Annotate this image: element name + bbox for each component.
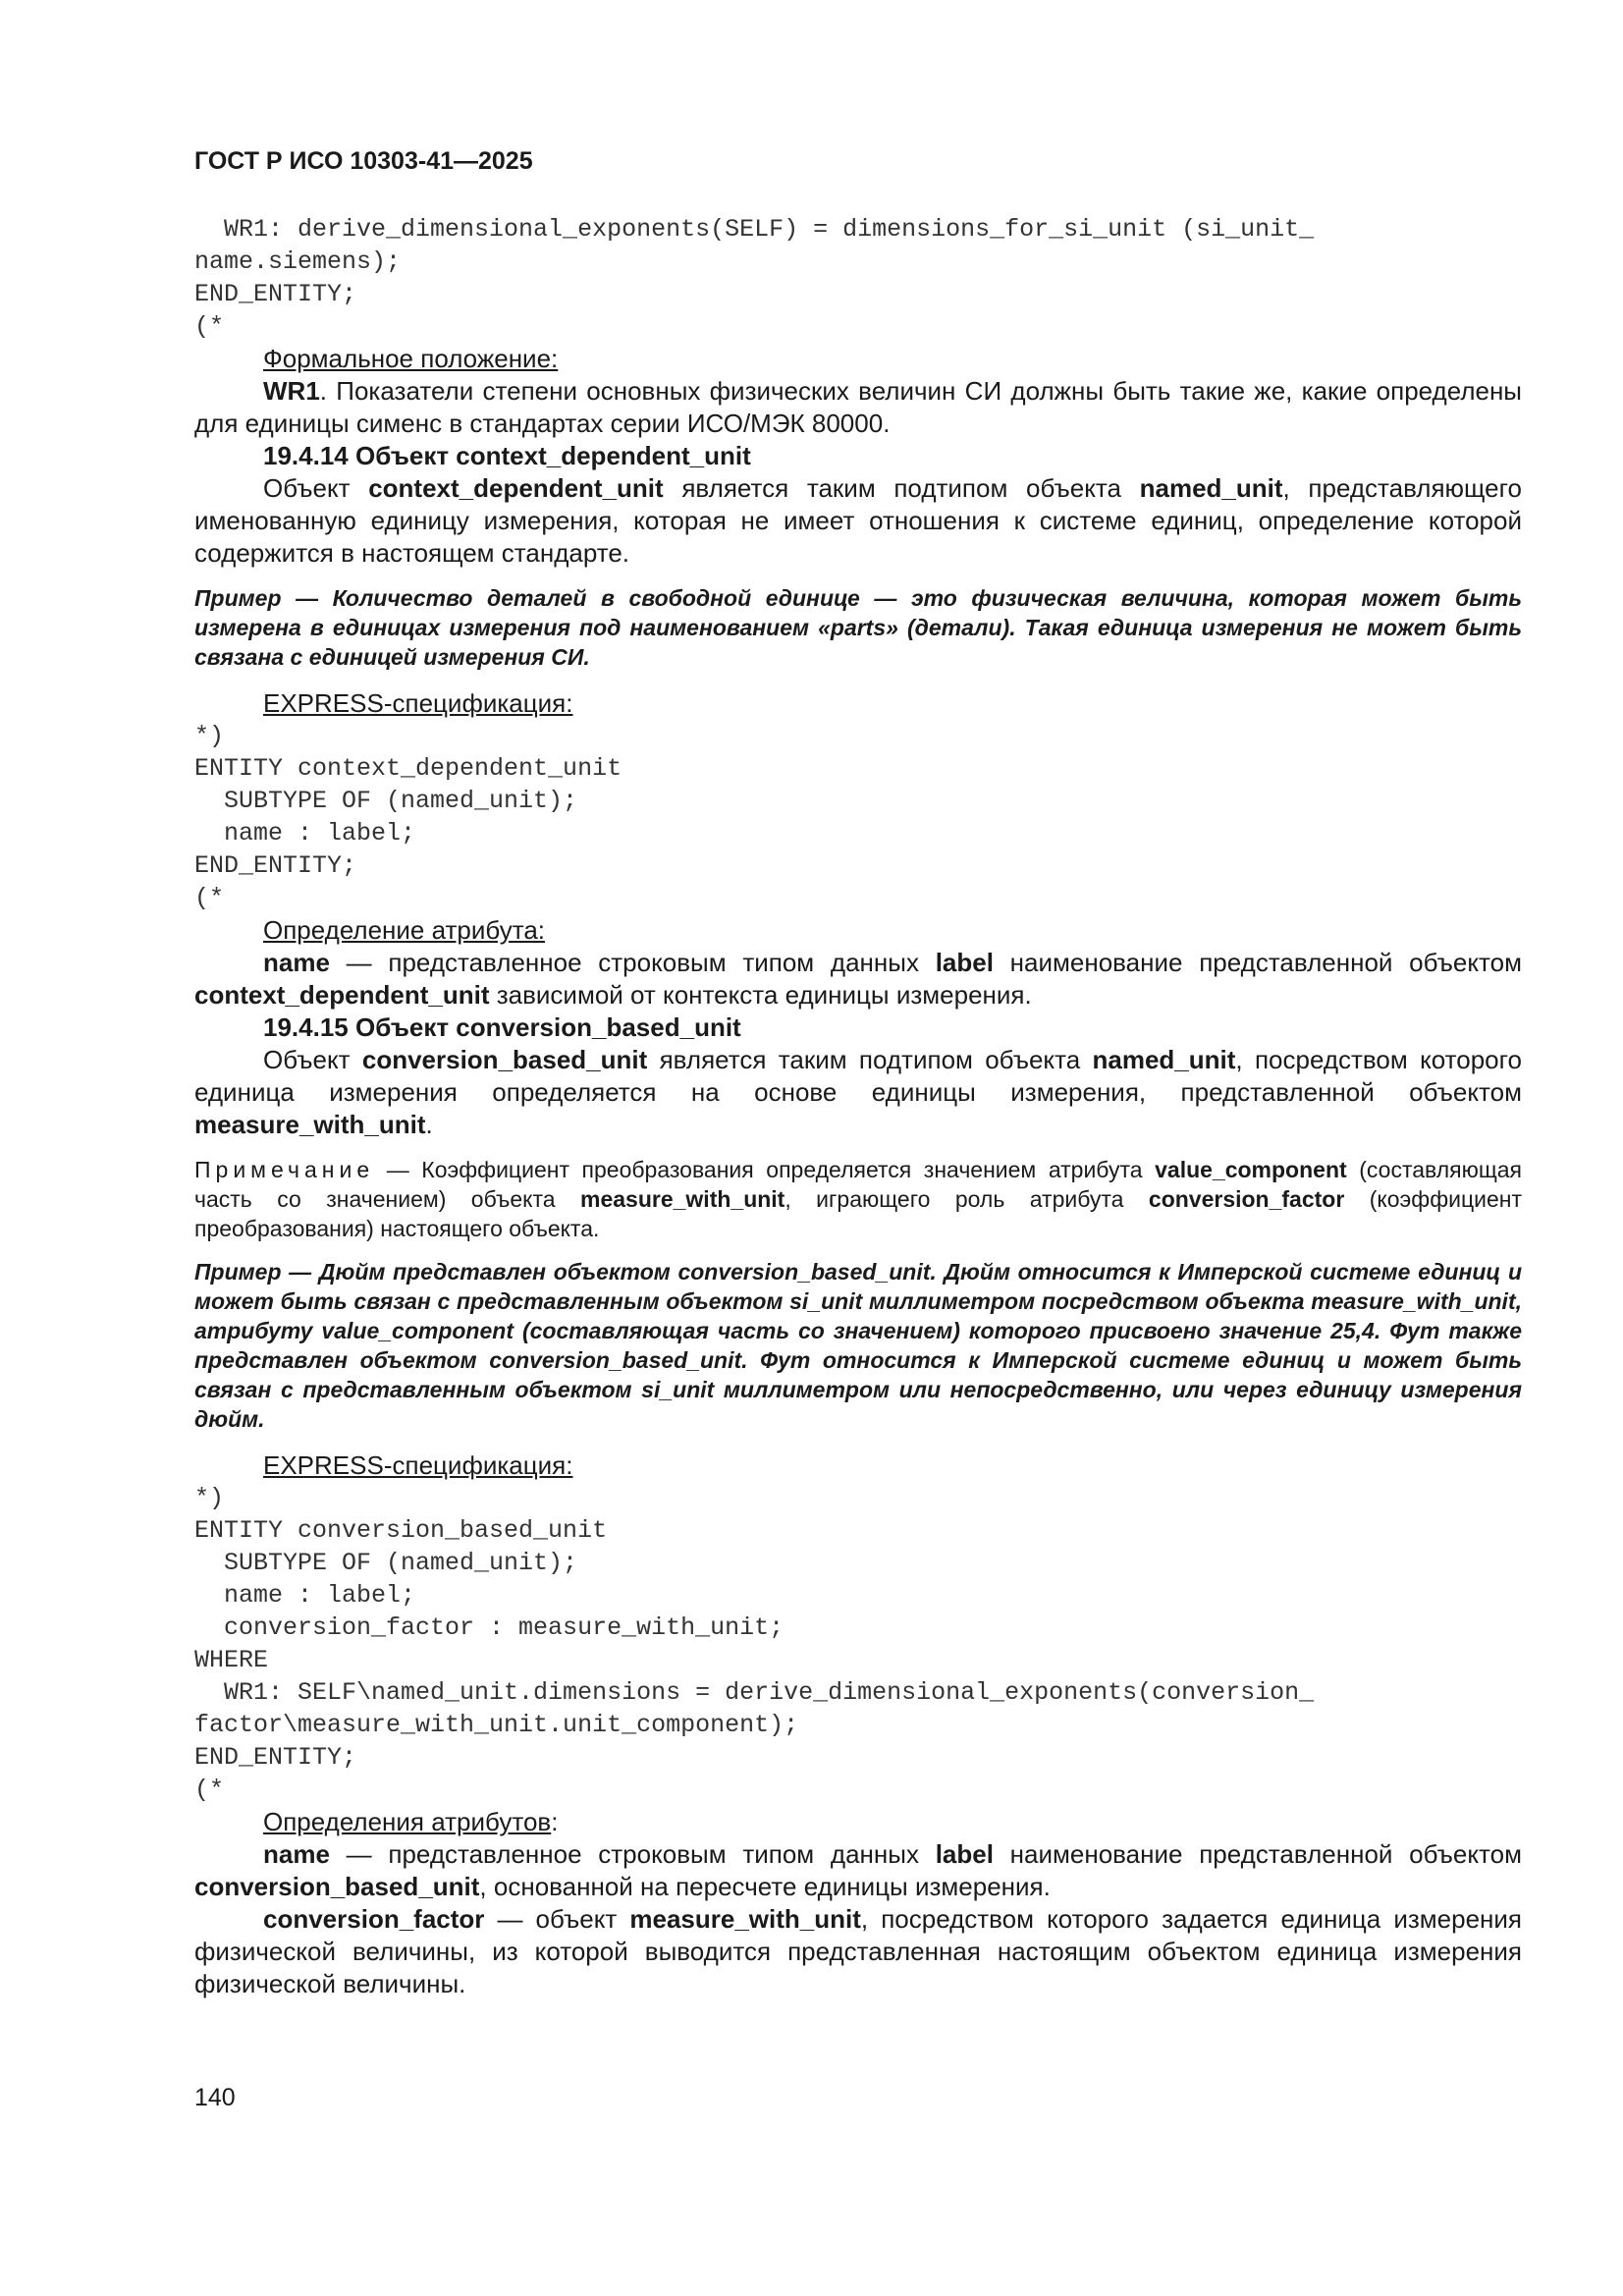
- note-paragraph: [194, 1155, 1522, 1243]
- term-label: label: [935, 948, 994, 977]
- text-run: , посредством которого единица измерения определяется на основе единицы измерения, представленной объектом: [194, 1045, 1523, 1107]
- formal-heading-text: Формальное положение:: [263, 344, 559, 373]
- wr1-paragraph: [194, 375, 1522, 440]
- text-run: — представленное строковым типом данных: [329, 948, 936, 977]
- text-run: .: [425, 1110, 433, 1139]
- document-page: [194, 147, 1522, 2000]
- code-block-1: WR1: derive_dimensional_exponents(SELF) = dimensions_for_si_unit (si_unit_ name.siemens); END_ENTITY; (*: [194, 215, 1315, 341]
- text-run: является таким подтипом объекта: [663, 473, 1140, 503]
- term-measure-with-unit: measure_with_unit: [194, 1110, 426, 1139]
- term-conversion-factor: conversion_factor: [263, 1904, 485, 1934]
- text-run: Объект: [263, 1045, 362, 1074]
- attrs-heading-colon: :: [551, 1807, 559, 1836]
- text-run: наименование представленной объектом: [993, 1839, 1522, 1869]
- text-run: зависимой от контекста единицы измерения.: [489, 980, 1032, 1010]
- example-2: Пример — Дюйм представлен объектом conversion_based_unit. Дюйм относится к Имперской системе единиц и может быть связан с представленным объектом si_unit миллиметром посредством объекта measure_with_unit, атрибуту value_component (составляющая часть со значением) которого присвоено значение 25,4. Фут также представлен объектом conversion_based_unit. Фут относится к Имперской системе единиц и может быть связан с представленным объектом si_unit миллиметром или непосредственно, или через единицу измерения дюйм.: [194, 1259, 1522, 1432]
- text-run: (коэффициент преобразования) настоящего объекта.: [194, 1186, 1523, 1241]
- express-heading-2: [194, 1449, 1522, 1482]
- term-measure-with-unit: measure_with_unit: [580, 1186, 785, 1212]
- note-label: Примечание: [194, 1157, 375, 1182]
- text-run: , посредством которого задается единица измерения физической величины, из которой выводится представленная настоящим объектом единица измерения физической величины.: [194, 1904, 1522, 1998]
- term-label: label: [935, 1839, 994, 1869]
- term-value-component: value_component: [1155, 1157, 1347, 1182]
- attr-heading-text: Определение атрибута:: [263, 915, 546, 945]
- term-conversion-factor: conversion_factor: [1148, 1186, 1345, 1212]
- text-run: , представляющего именованную единицу измерения, которая не имеет отношения к системе единиц, определение которой содержится в настоящем стандарте.: [194, 473, 1522, 568]
- text-run: , основанной на пересчете единицы измерения.: [479, 1872, 1051, 1901]
- term-conversion-based-unit: conversion_based_unit: [194, 1872, 480, 1901]
- text-run: — объект: [484, 1904, 630, 1934]
- text-run: — Коэффициент преобразования определяется значением атрибута: [374, 1157, 1156, 1182]
- express-heading-1: [194, 687, 1522, 720]
- attr-name-definition: [194, 947, 1522, 1011]
- term-named-unit: named_unit: [1092, 1045, 1236, 1074]
- attr-name-definition-2: [194, 1838, 1522, 1903]
- wr1-term: WR1: [263, 376, 320, 406]
- code-block-3: *) ENTITY conversion_based_unit SUBTYPE OF (named_unit); name : label; conversion_factor : measure_with_unit; WHERE WR1: SELF\named_unit.dimensions = derive_dimensional_exponents(conversion_ factor\measure_with_unit.unit_component); END_ENTITY; (*: [194, 1484, 1315, 1804]
- section-19-4-15-paragraph: [194, 1044, 1522, 1141]
- section-19-4-14-paragraph: [194, 472, 1522, 570]
- page-number: 140: [194, 2084, 236, 2111]
- term-context-dependent-unit: context_dependent_unit: [194, 980, 490, 1010]
- text-run: наименование представленной объектом: [993, 948, 1522, 977]
- term-named-unit: named_unit: [1139, 473, 1283, 503]
- express-heading-text: EXPRESS-спецификация:: [263, 1450, 573, 1480]
- attr-conversion-factor-definition: [194, 1903, 1522, 2000]
- section-19-4-15-title: 19.4.15 Объект conversion_based_unit: [263, 1012, 741, 1042]
- term-measure-with-unit: measure_with_unit: [629, 1904, 861, 1934]
- wr1-text: . Показатели степени основных физических величин СИ должны быть такие же, какие определены для единицы сименс в стандартах серии ИСО/МЭК 80000.: [194, 376, 1522, 438]
- code-block-2: *) ENTITY context_dependent_unit SUBTYPE OF (named_unit); name : label; END_ENTITY; (*: [194, 722, 622, 912]
- text-run: (составляющая часть со значением) объекта: [194, 1157, 1522, 1212]
- section-19-4-14-title: 19.4.14 Объект context_dependent_unit: [263, 441, 751, 470]
- text-run: Объект: [263, 473, 369, 503]
- document-header: ГОСТ Р ИСО 10303-41—2025: [194, 147, 533, 175]
- term-context-dependent-unit: context_dependent_unit: [368, 473, 664, 503]
- text-run: — представленное строковым типом данных: [329, 1839, 936, 1869]
- attrs-heading: [194, 1806, 1522, 1838]
- term-conversion-based-unit: conversion_based_unit: [361, 1045, 648, 1074]
- example-1: Пример — Количество деталей в свободной единице — это физическая величина, которая может быть измерена в единицах измерения под наименованием «parts» (детали). Такая единица измерения не может быть связана с единицей измерения СИ.: [194, 585, 1522, 670]
- formal-heading: [194, 343, 1522, 375]
- text-run: , играющего роль атрибута: [784, 1186, 1149, 1212]
- attrs-heading-text: Определения атрибутов: [263, 1807, 552, 1836]
- text-run: является таким подтипом объекта: [647, 1045, 1093, 1074]
- express-heading-text: EXPRESS-спецификация:: [263, 688, 573, 718]
- term-name: name: [263, 948, 330, 977]
- attr-heading: [194, 914, 1522, 947]
- term-name: name: [263, 1839, 330, 1869]
